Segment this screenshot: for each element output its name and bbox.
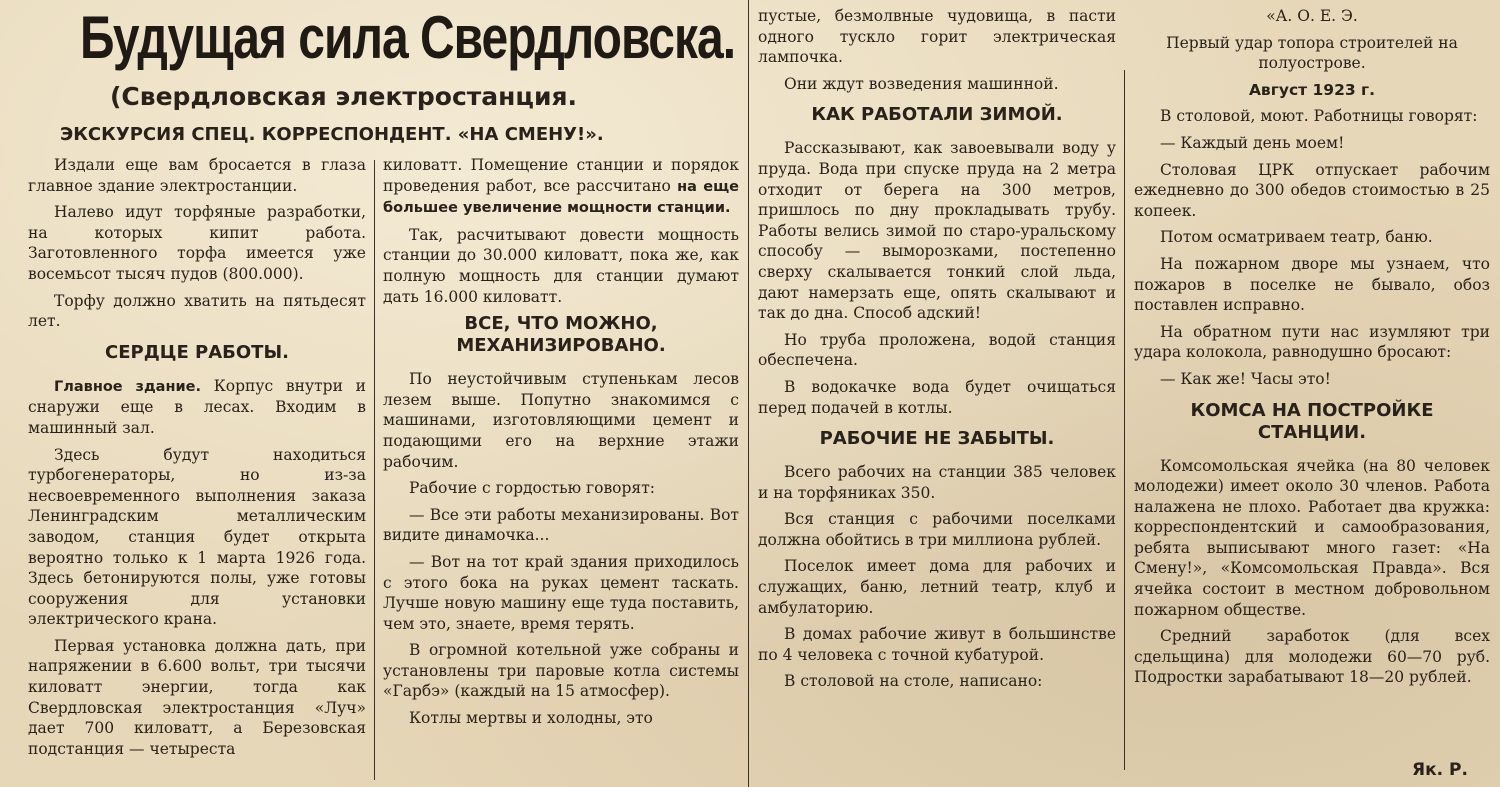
section-heading: РАБОЧИЕ НЕ ЗАБЫТЫ. [819, 428, 1055, 450]
paragraph: пустые, безмолвные чудовища, в пасти одного тускло горит электрическая лампочка. [758, 7, 1116, 67]
article-column-4 [1134, 6, 1490, 787]
paragraph [383, 155, 739, 219]
paragraph: Торфу должно хватить на пятьдесят лет. [28, 291, 366, 331]
paragraph: Всего рабочих на станции 385 человек и на торфяниках 350. [758, 463, 1116, 502]
paragraph: На пожарном дворе мы узнаем, что пожаров в поселке не бывало, обоз поставлен исправно. [1134, 254, 1490, 315]
sign-text: Первый удар топора строителей на полуострове. [1166, 33, 1458, 73]
paragraph-text: киловатт. Помещение станции и порядок проведения работ, все рассчитано [383, 156, 739, 195]
paragraph: Здесь будут находиться турбогенераторы, но из-за несвоевременного выполнения заказа Ленинградским металлическим заводом, станция будет открыта вероятно только к 1 марта 1926 года. Здесь бетонируются полы, уже готовы сооружения для установки электрического крана. [28, 445, 366, 629]
paragraph-text: Корпус внутри и снаружи еще в лесах. Входим в машинный зал. [28, 376, 366, 437]
sign-text: «А. О. Е. Э. [1266, 7, 1358, 25]
paragraph: В водокачке вода будет очищаться перед подачей в котлы. [758, 377, 1116, 417]
article-column-1 [28, 155, 366, 787]
byline: ЭКСКУРСИЯ СПЕЦ. КОРРЕСПОНДЕНТ. «НА СМЕНУ!». [60, 124, 604, 145]
paragraph: Столовая ЦРК отпускает рабочим ежедневно до 300 обедов стоимостью в 25 копеек. [1134, 160, 1490, 220]
subheadline: (Свердловская электростанция. [110, 82, 578, 111]
paragraph: Они ждут возведения машинной. [784, 74, 1059, 93]
column-rule-2 [748, 0, 749, 787]
paragraph: Но труба проложена, водой станция обеспечена. [758, 330, 1116, 370]
paragraph: Поселок имеет дома для рабочих и служащих, баню, летний театр, клуб и амбулаторию. [758, 557, 1116, 617]
paragraph: На обратном пути нас изумляют три удара колокола, равнодушно бросают: [1134, 322, 1490, 362]
column-rule-3 [1124, 70, 1125, 770]
paragraph: Рабочие с гордостью говорят: [409, 479, 655, 498]
section-heading: КАК РАБОТАЛИ ЗИМОЙ. [811, 104, 1063, 126]
paragraph: В домах рабочие живут в большинстве по 4 человека с точной кубатурой. [758, 625, 1116, 664]
lead-in: Главное здание. [54, 378, 201, 395]
emphasis-text: на еще большее увеличение мощности станции. [383, 178, 739, 217]
paragraph: — Каждый день моем! [1160, 133, 1345, 152]
paragraph: В столовой, моют. Работницы говорят: [1160, 107, 1478, 126]
headline: Будущая сила Свердловска. [80, 5, 736, 72]
article-column-2 [383, 155, 739, 787]
paragraph: Комсомольская ячейка (на 80 человек молодежи) имеет около 30 членов. Работа налажена не плохо. Работает два кружка: корреспондентский и самообразования, ребята выписывают много газет: «На Смену!», «Комсомольская Правда». Вся ячейка состоит в местном добровольном пожарном обществе. [1134, 456, 1490, 619]
paragraph: Налево идут торфяные разработки, на которых кипит работа. Заготовленного торфа имеется уже восемьсот тысяч пудов (800.000). [28, 203, 366, 283]
paragraph: Потом осматриваем театр, баню. [1160, 228, 1433, 247]
paragraph: Так, расчитывают довести мощность станции до 30.000 киловатт, пока же, как полную мощность для станции думают дать 16.000 киловатт. [383, 225, 739, 306]
paragraph: — Как же! Часы это! [1160, 369, 1331, 388]
paragraph: Рассказывают, как завоевывали воду у пруда. Вода при спуске пруда на 2 метра отходит от берега на 300 метров, пришлось по дну прокладывать трубу. Работы велись зимой по старо-уральскому способу — выморозками, постепенно сверху скалывается тонкий слой льда, дают намерзать еще, опять скалывают и так до дна. Способ адский! [758, 139, 1116, 323]
article-column-3 [758, 6, 1116, 787]
sign-date: Август 1923 г. [1248, 80, 1376, 99]
paragraph: Вся станция с рабочими поселками должна обойтись в три миллиона рублей. [758, 510, 1116, 549]
paragraph: Первая установка должна дать, при напряжении в 6.600 вольт, три тысячи киловатт энергии, тогда как Свердловская электростанция «Луч» дает 700 киловатт, а Березовская подстанция — четыреста [28, 636, 366, 758]
paragraph: Издали еще вам бросается в глаза главное здание электростанции. [28, 156, 366, 195]
section-heading: ВСЕ, ЧТО МОЖНО, МЕХАНИЗИРОВАНО. [456, 313, 666, 357]
section-heading: СЕРДЦЕ РАБОТЫ. [105, 341, 289, 363]
paragraph: В огромной котельной уже собраны и установлены три паровые котла системы «Гарбэ» (каждый на 15 атмосфер). [383, 641, 739, 701]
paragraph [28, 376, 366, 439]
paragraph: В столовой на столе, написано: [784, 672, 1043, 691]
section-heading: КОМСА НА ПОСТРОЙКЕ СТАНЦИИ. [1190, 399, 1434, 443]
paragraph: Средний заработок (для всех сдельщина) для молодежи 60—70 руб. Подростки зарабатывают 18—20 рублей. [1134, 627, 1490, 687]
column-rule-1 [374, 160, 375, 780]
paragraph: — Все эти работы механизированы. Вот видите динамочка... [383, 505, 739, 545]
paragraph: Котлы мертвы и холодны, это [409, 709, 653, 728]
author-signature: Як. Р. [1412, 760, 1468, 780]
paragraph: По неустойчивым ступенькам лесов лезем выше. Попутно знакомимся с машинами, изготовляющими цемент и подающими его на верхние этажи рабочим. [383, 370, 739, 471]
paragraph: — Вот на тот край здания приходилось с этого бока на руках цемент таскать. Лучше новую машину еще туда поставить, чем это, знаете, время терять. [383, 552, 739, 633]
